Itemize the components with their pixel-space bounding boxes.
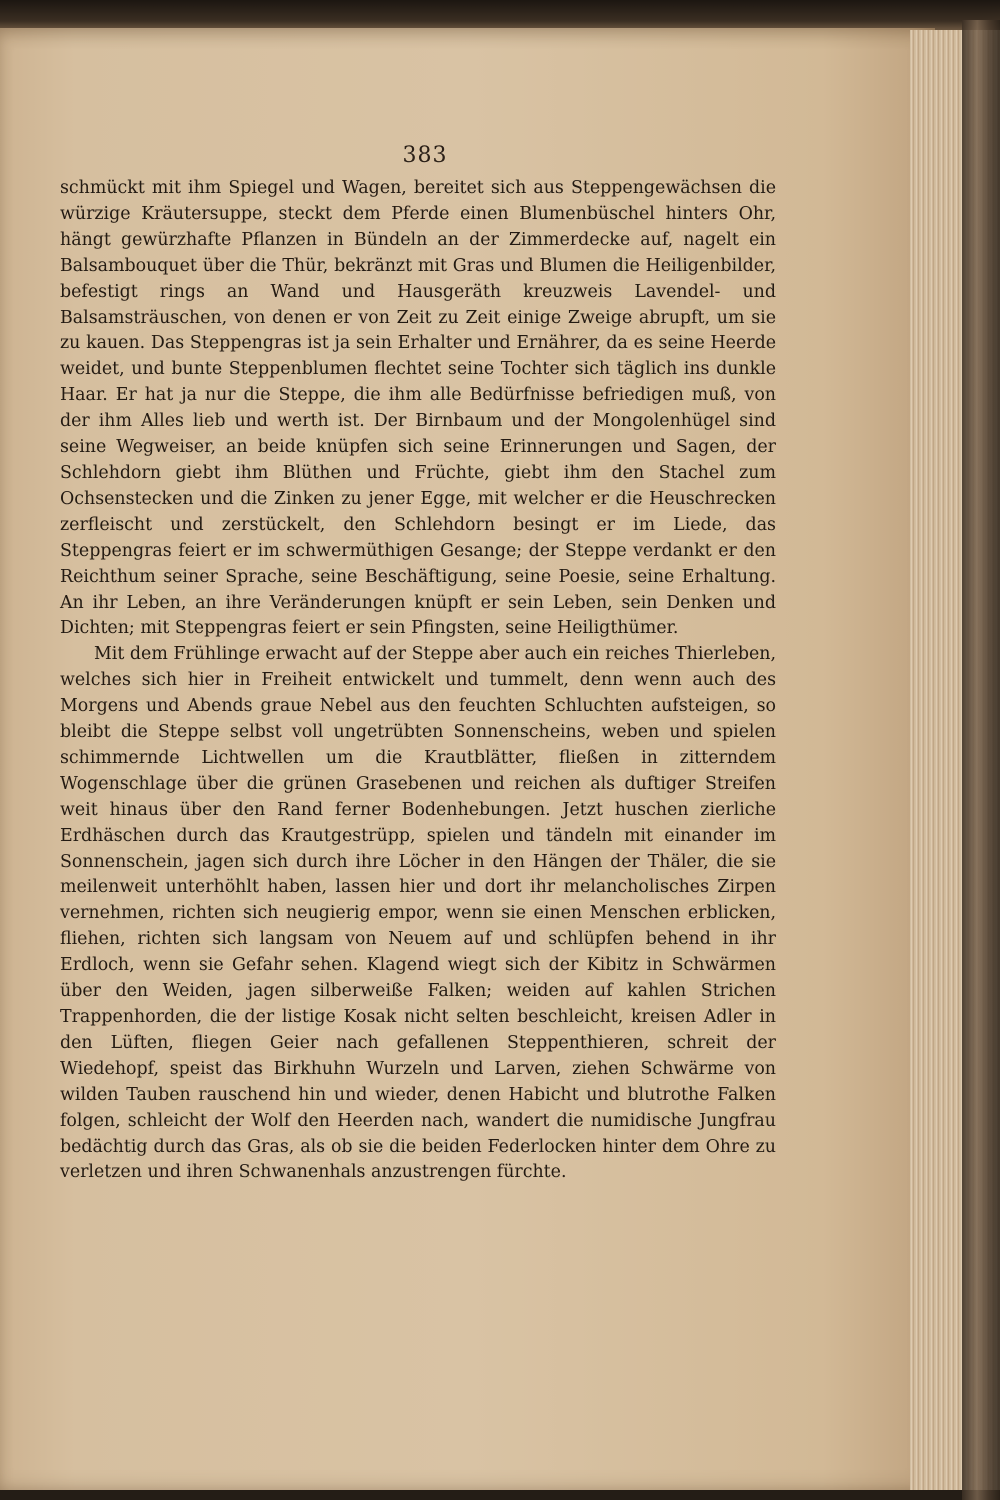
paragraph-1: schmückt mit ihm Spiegel und Wagen, bereitet sich aus Steppengewächsen die würzige Kräutersuppe, steckt dem Pferde einen Blumenbüschel hinters Ohr, hängt gewürzhafte Pflanzen in Bündeln an der Zimmerdecke auf, nagelt ein Balsambouquet über die Thür, bekränzt mit Gras und Blumen die Heiligenbilder, befestigt rings an Wand und Hausgeräth kreuzweis Lavendel- und Balsamsträuschen, von denen er von Zeit zu Zeit einige Zweige abrupft, um sie zu kauen. Das Steppengras ist ja sein Erhalter und Ernährer, da es seine Heerde weidet, und bunte Steppenblumen flechtet seine Tochter sich täglich ins dunkle Haar. Er hat ja nur die Steppe, die ihm alle Bedürfnisse befriedigen muß, von der ihm Alles lieb und werth ist. Der Birnbaum und der Mongolenhügel sind seine Wegweiser, an beide knüpfen sich seine Erinnerungen und Sagen, der Schlehdorn giebt ihm Blüthen und Früchte, giebt ihm den Stachel zum Ochsenstecken und die Zinken zu jener Egge, mit welcher er die Heuschrecken zerfleischt und zerstückelt, den Schlehdorn besingt er im Liede, das Steppengras feiert er im schwermüthigen Gesange; der Steppe verdankt er den Reichthum seiner Sprache, seine Beschäftigung, seine Poesie, seine Erhaltung. An ihr Leben, an ihre Veränderungen knüpft er sein Leben, sein Denken und Dichten; mit Steppengras feiert er sein Pfingsten, seine Heiligthümer. bbox=[60, 178, 776, 639]
page-number: 383 bbox=[402, 143, 448, 168]
book-cover-edge bbox=[962, 20, 1000, 1500]
body-text bbox=[60, 176, 776, 1186]
paragraph-2: Mit dem Frühlinge erwacht auf der Steppe aber auch ein reiches Thierleben, welches sich hier in Freiheit entwickelt und tummelt, denn wenn auch des Morgens und Abends graue Nebel aus den feuchten Schluchten aufsteigen, so bleibt die Steppe selbst voll ungetrübten Sonnenscheins, weben und spielen schimmernde Lichtwellen um die Krautblätter, fließen in zitterndem Wogenschlage über die grünen Grasebenen und reichen als duftiger Streifen weit hinaus über den Rand ferner Bodenhebungen. Jetzt huschen zierliche Erdhäschen durch das Krautgestrüpp, spielen und tändeln mit einander im Sonnenschein, jagen sich durch ihre Löcher in den Hängen der Thäler, die sie meilenweit unterhöhlt haben, lassen hier und dort ihr melancholisches Zirpen vernehmen, richten sich neugierig empor, wenn sie einen Menschen erblicken, fliehen, richten sich langsam von Neuem auf und schlüpfen behend in ihr Erdloch, wenn sie Gefahr sehen. Klagend wiegt sich der Kibitz in Schwärmen über den Weiden, jagen silberweiße Falken; weiden auf kahlen Strichen Trappenhorden, die der listige Kosak nicht selten beschleicht, kreisen Adler in den Lüften, fliegen Geier nach gefallenen Steppenthieren, schreit der Wiedehopf, speist das Birkhuhn Wurzeln und Larven, ziehen Schwärme von wilden Tauben rauschend hin und wieder, denen Habicht und blutrothe Falken folgen, schleicht der Wolf den Heerden nach, wandert die numidische Jungfrau bedächtig durch das Gras, als ob sie die beiden Federlocken hinter dem Ohre zu verletzen und ihren Schwanenhals anzustrengen fürchte. bbox=[60, 644, 776, 1183]
book-page bbox=[0, 28, 935, 1490]
top-shadow bbox=[0, 0, 1000, 30]
